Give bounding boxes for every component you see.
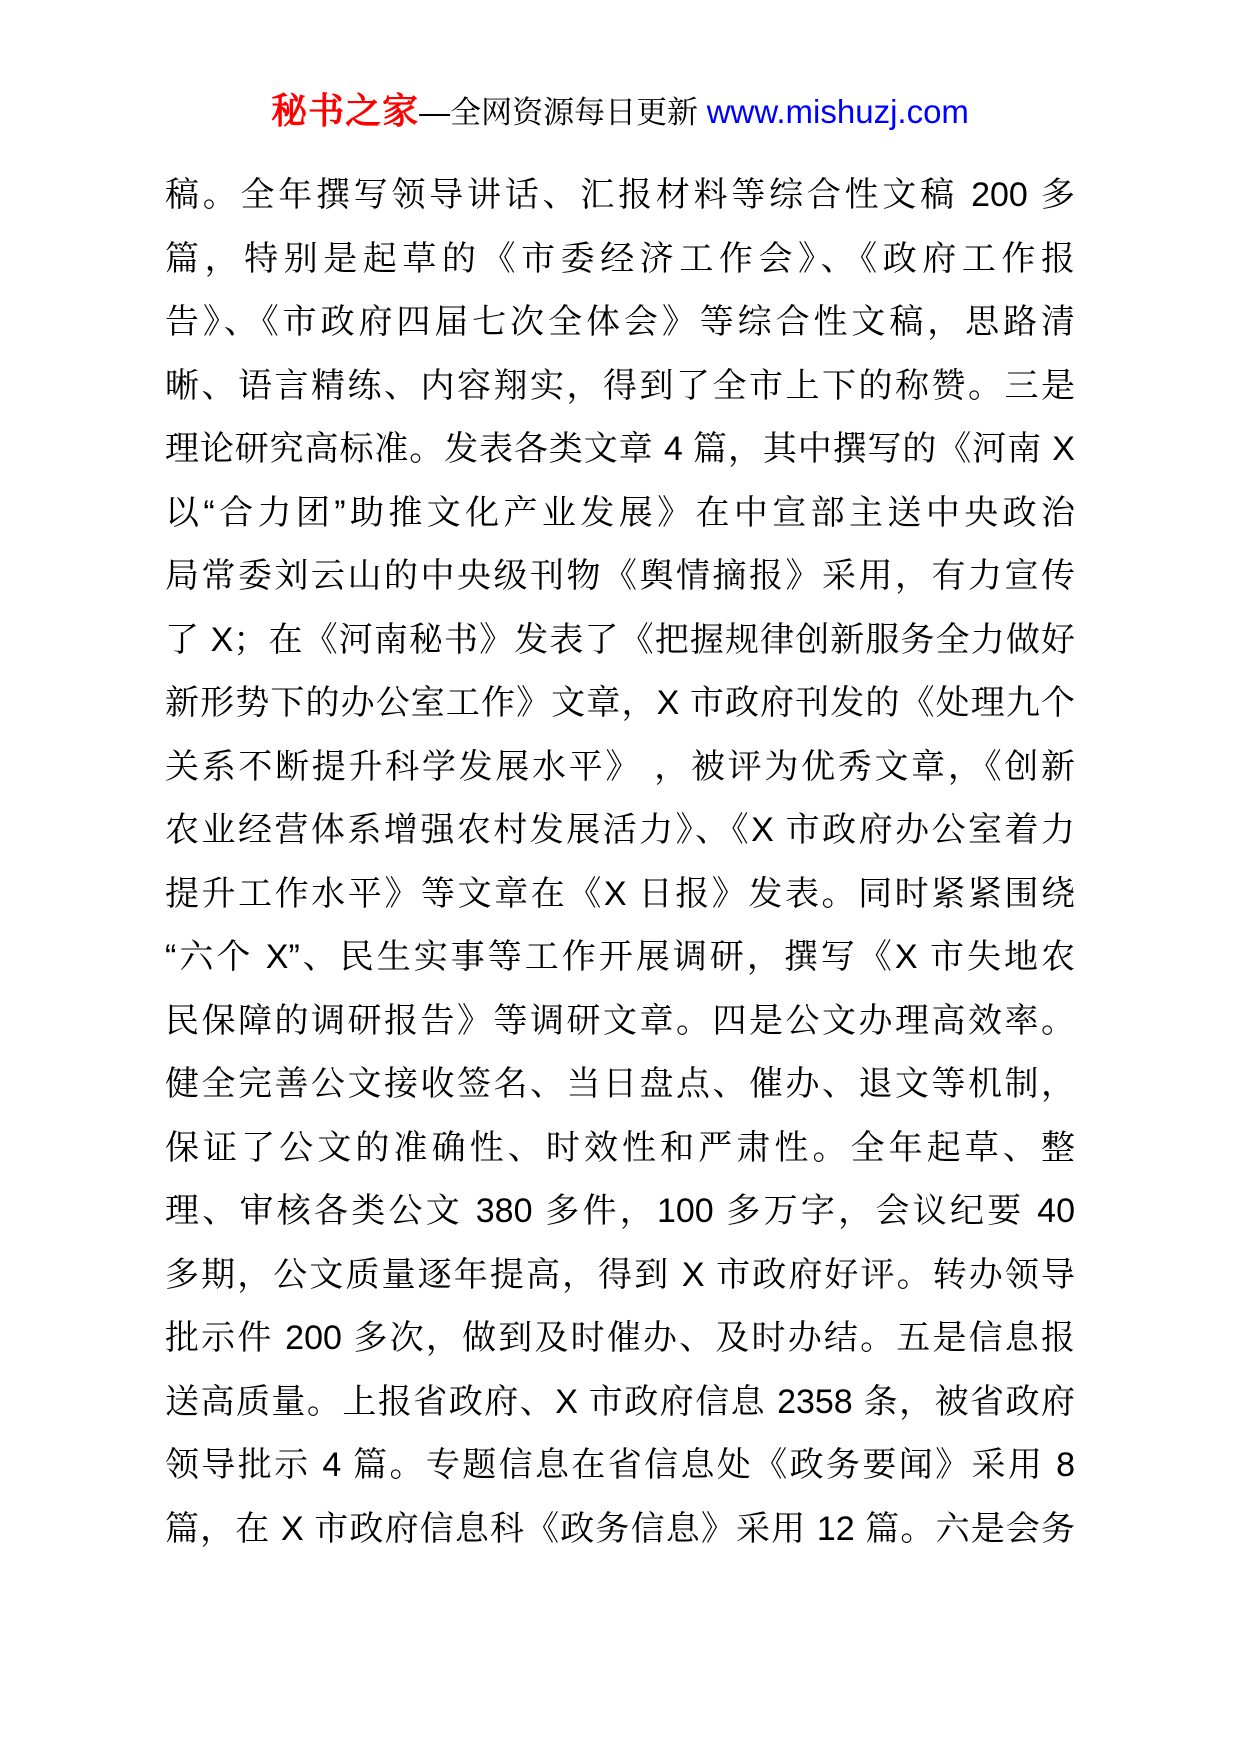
text-line: “六个 X”、民生实事等工作开展调研，撰写《X 市失地农 xyxy=(165,938,1075,976)
text-line: 领导批示 4 篇。专题信息在省信息处《政务要闻》采用 8 xyxy=(165,1446,1075,1484)
text-line: 关系不断提升科学发展水平》 ，被评为优秀文章，《创新 xyxy=(165,747,1075,786)
text-line: 了 X；在《河南秘书》发表了《把握规律创新服务全力做好 xyxy=(165,620,1075,659)
text-line: 局常委刘云山的中央级刊物《舆情摘报》采用，有力宣传 xyxy=(165,557,1075,595)
text-line: 提升工作水平》等文章在《X 日报》发表。同时紧紧围绕 xyxy=(165,874,1075,913)
site-tagline: —全网资源每日更新 xyxy=(419,95,707,130)
site-header xyxy=(0,88,1240,142)
text-line: 稿。全年撰写领导讲话、汇报材料等综合性文稿 200 多 xyxy=(165,176,1075,214)
document-body xyxy=(165,164,1075,1561)
text-line: 理、审核各类公文 380 多件，100 多万字，会议纪要 40 xyxy=(165,1192,1075,1230)
text-line: 农业经营体系增强农村发展活力》、《X 市政府办公室着力 xyxy=(165,811,1075,849)
text-line: 健全完善公文接收签名、当日盘点、催办、退文等机制， xyxy=(165,1065,1075,1103)
text-line: 以“合力团”助推文化产业发展》在中宣部主送中央政治 xyxy=(165,493,1075,532)
site-brand: 秘书之家 xyxy=(271,90,420,131)
text-line: 民保障的调研报告》等调研文章。四是公文办理高效率。 xyxy=(165,1001,1075,1040)
text-line: 理论研究高标准。发表各类文章 4 篇，其中撰写的《河南 X xyxy=(165,430,1075,468)
text-line: 晰、语言精练、内容翔实，得到了全市上下的称赞。三是 xyxy=(165,366,1075,405)
text-line: 批示件 200 多次，做到及时催办、及时办结。五是信息报 xyxy=(165,1319,1075,1357)
site-url-link[interactable]: www.mishuzj.com xyxy=(706,93,969,130)
text-line: 告》、《市政府四届七次全体会》等综合性文稿，思路清 xyxy=(165,303,1075,341)
text-line: 新形势下的办公室工作》文章，X 市政府刊发的《处理九个 xyxy=(165,684,1075,722)
text-line: 篇，特别是起草的《市委经济工作会》、《政府工作报 xyxy=(165,239,1075,278)
text-line: 保证了公文的准确性、时效性和严肃性。全年起草、整 xyxy=(165,1128,1075,1167)
text-line: 送高质量。上报省政府、X 市政府信息 2358 条，被省政府 xyxy=(165,1382,1075,1421)
text-line: 多期，公文质量逐年提高，得到 X 市政府好评。转办领导 xyxy=(165,1255,1075,1294)
text-line: 篇，在 X 市政府信息科《政务信息》采用 12 篇。六是会务 xyxy=(165,1509,1075,1548)
